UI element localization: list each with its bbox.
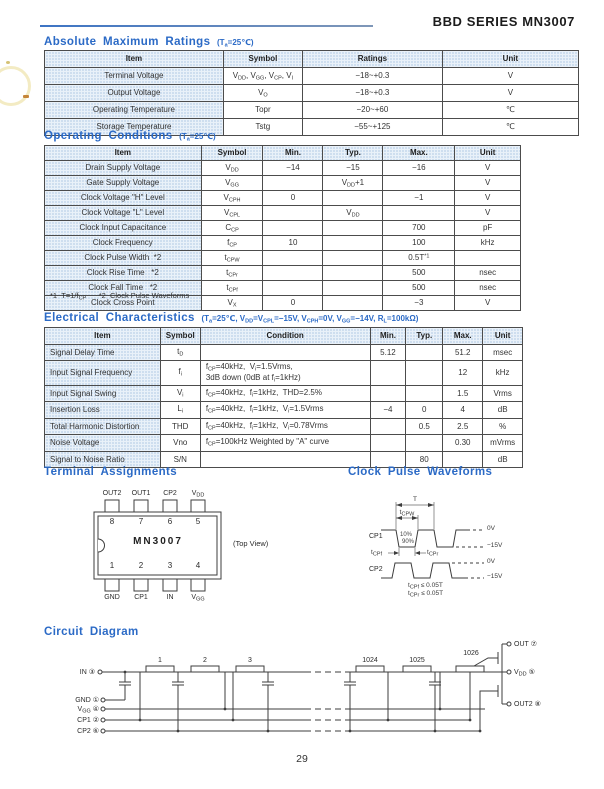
table-cell — [263, 266, 323, 281]
tcpr-label: $t_{CPr}$ — [427, 549, 439, 558]
table-cell: −55~+125 — [302, 119, 442, 136]
pin-number-4: 4 — [195, 561, 201, 570]
table-cell: $f_{CP}=40kHz$, $f_i=1kHz$, $V_i=1.5Vrms$ — [200, 402, 370, 419]
terminal-assignments-diagram — [75, 488, 305, 613]
operating-conditions-footnote: *1 $T=1/f_{CP}$ *2 Clock Pulse Waveforms — [50, 291, 190, 302]
table-cell — [455, 251, 521, 266]
table-cell: pF — [455, 221, 521, 236]
table-cell: −1 — [383, 191, 455, 206]
column-header: Unit — [483, 328, 523, 345]
table-cell: Operating Temperature — [45, 102, 224, 119]
section-title-operating-conditions — [44, 130, 216, 143]
table-cell — [323, 251, 383, 266]
table-cell: Vrms — [483, 385, 523, 402]
dip8-package-drawing — [75, 488, 295, 608]
table-cell: −4 — [370, 402, 406, 419]
table-cell — [383, 176, 455, 191]
table-cell: Clock Frequency — [45, 236, 202, 251]
section-title-text: Electrical Characteristics — [44, 312, 195, 324]
pin-number-3: 3 — [167, 561, 173, 570]
table-row — [45, 251, 521, 266]
table-cell: Signal to Noise Ratio — [45, 451, 161, 468]
table-cell: 10 — [263, 236, 323, 251]
operating-conditions-table — [44, 145, 521, 311]
table-cell: Clock Voltage "H" Level — [45, 191, 202, 206]
table-cell: −18~+0.3 — [302, 68, 442, 85]
table-cell: V — [455, 176, 521, 191]
header-title: BBD SERIES MN3007 — [432, 14, 575, 29]
scan-artifact-dot — [6, 61, 10, 64]
pin-number-5: 5 — [195, 517, 201, 526]
table-cell: Storage Temperature — [45, 119, 224, 136]
terminal-label-cp2: CP2 ⑥ — [77, 728, 99, 735]
table-row — [45, 102, 579, 119]
table-cell — [406, 435, 443, 452]
section-title-text: Operating Conditions — [44, 130, 173, 142]
table-row — [45, 266, 521, 281]
table-cell: 0.5 — [406, 418, 443, 435]
column-header: Max. — [383, 146, 455, 161]
table-cell — [323, 296, 383, 311]
table-cell: −14 — [263, 161, 323, 176]
table-cell: Total Harmonic Distortion — [45, 418, 161, 435]
table-cell: V — [455, 161, 521, 176]
table-cell: Signal Delay Time — [45, 344, 161, 361]
period-label: T — [413, 496, 417, 503]
table-row — [45, 402, 523, 419]
table-cell: Drain Supply Voltage — [45, 161, 202, 176]
table-cell: Clock Cross Point — [45, 296, 202, 311]
table-cell: S/N — [160, 451, 200, 468]
cp1-label: CP1 — [369, 533, 383, 540]
table-cell: V — [455, 191, 521, 206]
table-cell — [323, 221, 383, 236]
page-number: 29 — [296, 753, 308, 765]
tcpr-condition: $t_{CPr} \le 0.05T$ — [408, 590, 444, 599]
table-row — [45, 161, 521, 176]
table-cell: 500 — [383, 266, 455, 281]
table-cell — [406, 361, 443, 386]
table-cell: $V_{CPH}$ — [201, 191, 263, 206]
table-cell: Topr — [223, 102, 302, 119]
section-title-absolute-maximum-ratings — [44, 36, 254, 49]
table-cell: 1.5 — [443, 385, 483, 402]
terminal-label-in: IN ③ — [79, 669, 95, 676]
pin-label-vdd: $V_{DD}$ — [191, 490, 205, 499]
table-header-row — [45, 51, 579, 68]
pin-label-cp2: CP2 — [163, 490, 177, 497]
pct90-label: 90% — [402, 539, 415, 545]
table-row — [45, 236, 521, 251]
table-cell: Input Signal Swing — [45, 385, 161, 402]
table-cell: kHz — [483, 361, 523, 386]
waveform-drawing — [368, 495, 518, 605]
table-cell: $V_{DD}$ — [323, 206, 383, 221]
section-title-text: Absolute Maximum Ratings — [44, 36, 211, 48]
table-cell: 0 — [263, 296, 323, 311]
table-cell — [323, 191, 383, 206]
table-cell: $t_{CPW}$ — [201, 251, 263, 266]
pin-label-out2: OUT2 — [102, 490, 122, 497]
bbd-circuit-drawing — [55, 638, 565, 768]
table-cell: Insertion Loss — [45, 402, 161, 419]
table-cell: $t_D$ — [160, 344, 200, 361]
column-header: Item — [45, 146, 202, 161]
pin-number-7: 7 — [138, 517, 144, 526]
table-row — [45, 206, 521, 221]
table-cell — [323, 266, 383, 281]
table-cell — [263, 281, 323, 296]
table-cell: V — [442, 68, 578, 85]
table-cell: 80 — [406, 451, 443, 468]
table-cell — [263, 251, 323, 266]
table-cell: $f_i$ — [160, 361, 200, 386]
terminal-label-vdd: $V_{DD}$ ⑤ — [514, 669, 535, 678]
table-cell: −15 — [323, 161, 383, 176]
table-cell: 500 — [383, 281, 455, 296]
section-title-text: Clock Pulse Waveforms — [348, 466, 493, 478]
table-cell — [200, 451, 370, 468]
table-cell — [263, 221, 323, 236]
section-title-terminal-assignments — [44, 466, 177, 478]
pin-number-1: 1 — [109, 561, 115, 570]
pin-label-vgg: $V_{GG}$ — [191, 594, 205, 603]
table-cell — [370, 418, 406, 435]
table-cell: $f_{CP}=100kHz$ Weighted by "A" curve — [200, 435, 370, 452]
header-rule — [40, 25, 373, 27]
table-cell: Clock Fall Time *2 — [45, 281, 202, 296]
table-cell: Output Voltage — [45, 85, 224, 102]
table-cell: $V_{GG}$ — [201, 176, 263, 191]
tcpf-condition: $t_{CPf} \le 0.05T$ — [408, 582, 443, 591]
table-cell: msec — [483, 344, 523, 361]
table-cell: ℃ — [442, 102, 578, 119]
table-cell — [323, 281, 383, 296]
pin-label-gnd: GND — [104, 594, 120, 601]
absolute-maximum-ratings-table — [44, 50, 579, 136]
table-row — [45, 68, 579, 85]
stage-label-1026: 1026 — [463, 650, 479, 657]
table-row — [45, 361, 523, 386]
stage-label-3: 3 — [248, 657, 252, 664]
table-cell: Input Signal Frequency — [45, 361, 161, 386]
section-condition: $(T_a=25℃)$ — [179, 132, 216, 143]
table-cell — [263, 206, 323, 221]
clock-pulse-waveform-diagram — [368, 495, 518, 605]
section-title-electrical-characteristics — [44, 312, 418, 325]
column-header: Ratings — [302, 51, 442, 68]
table-cell: 12 — [443, 361, 483, 386]
table-header-row — [45, 328, 523, 345]
terminal-label-cp1: CP1 ② — [77, 717, 99, 724]
chip-name: MN3007 — [133, 536, 183, 547]
table-cell: Vno — [160, 435, 200, 452]
table-cell: $V_i$ — [160, 385, 200, 402]
table-cell: $V_{DD}+1$ — [323, 176, 383, 191]
table-cell — [383, 206, 455, 221]
table-header-row — [45, 146, 521, 161]
table-cell: $V_{CPL}$ — [201, 206, 263, 221]
table-cell: mVrms — [483, 435, 523, 452]
level-m15v-cp2: −15V — [487, 573, 503, 580]
scan-artifact-dash — [23, 95, 29, 98]
table-cell: 0.30 — [443, 435, 483, 452]
table-cell: −18~+0.3 — [302, 85, 442, 102]
tcpf-label: $t_{CPf}$ — [371, 549, 382, 558]
table-cell — [370, 361, 406, 386]
table-row — [45, 344, 523, 361]
column-header: Min. — [370, 328, 406, 345]
table-row — [45, 221, 521, 236]
cp2-label: CP2 — [369, 566, 383, 573]
pin-label-cp1: CP1 — [134, 594, 148, 601]
terminal-label-gnd: GND ① — [75, 697, 99, 704]
table-cell: nsec — [455, 281, 521, 296]
column-header: Symbol — [223, 51, 302, 68]
table-cell: Clock Pulse Width *2 — [45, 251, 202, 266]
table-cell: 2.5 — [443, 418, 483, 435]
table-cell: % — [483, 418, 523, 435]
scan-artifact-ring — [0, 66, 31, 106]
table-cell: 51.2 — [443, 344, 483, 361]
pulse-width-label: $t_{CPW}$ — [399, 509, 415, 518]
level-0v-cp1: 0V — [487, 525, 495, 532]
pin-number-2: 2 — [138, 561, 144, 570]
table-cell: $V_X$ — [201, 296, 263, 311]
table-cell — [406, 385, 443, 402]
column-header: Symbol — [160, 328, 200, 345]
table-cell: 0 — [263, 191, 323, 206]
table-cell: V — [442, 85, 578, 102]
terminal-label-vgg: $V_{GG}$ ④ — [77, 706, 99, 715]
table-cell: 0 — [406, 402, 443, 419]
circuit-diagram — [55, 638, 565, 768]
table-row — [45, 85, 579, 102]
table-cell: 4 — [443, 402, 483, 419]
stage-label-1: 1 — [158, 657, 162, 664]
level-m15v-cp1: −15V — [487, 542, 503, 549]
terminal-label-out2: OUT2 ⑧ — [514, 701, 541, 708]
table-cell: Clock Input Capacitance — [45, 221, 202, 236]
column-header: Symbol — [201, 146, 263, 161]
table-row — [45, 191, 521, 206]
stage-label-1025: 1025 — [409, 657, 425, 664]
column-header: Typ. — [406, 328, 443, 345]
table-cell: $t_{CPf}$ — [201, 281, 263, 296]
table-cell: dB — [483, 402, 523, 419]
table-row — [45, 385, 523, 402]
table-cell — [200, 344, 370, 361]
table-cell — [406, 344, 443, 361]
table-cell: $C_{CP}$ — [201, 221, 263, 236]
stage-label-2: 2 — [203, 657, 207, 664]
table-cell: THD — [160, 418, 200, 435]
table-cell: $V_{DD}$ — [201, 161, 263, 176]
table-cell: Clock Voltage "L" Level — [45, 206, 202, 221]
column-header: Min. — [263, 146, 323, 161]
table-row — [45, 435, 523, 452]
column-header: Item — [45, 328, 161, 345]
section-condition: ($T_a=25℃$, $V_{DD}=V_{CPL}=-15V$, $V_{CPH}=0V$, $V_{GG}=-14V$, $R_L=100k\Omega$) — [201, 314, 419, 325]
table-cell: $0.5T^{*1}$ — [383, 251, 455, 266]
table-cell: Clock Rise Time *2 — [45, 266, 202, 281]
table-cell: V — [455, 296, 521, 311]
table-cell: $L_i$ — [160, 402, 200, 419]
pin-number-8: 8 — [109, 517, 115, 526]
table-row — [45, 176, 521, 191]
table-cell: Noise Voltage — [45, 435, 161, 452]
table-cell: −20~+60 — [302, 102, 442, 119]
table-cell: 700 — [383, 221, 455, 236]
section-title-clock-pulse-waveforms — [348, 466, 492, 478]
table-cell: $f_{CP}=40kHz$, $f_i=1kHz$, $V_i=0.78Vrms$ — [200, 418, 370, 435]
pin-label-out1: OUT1 — [131, 490, 151, 497]
terminal-label-out: OUT ⑦ — [514, 641, 537, 648]
column-header: Condition — [200, 328, 370, 345]
table-cell: 5.12 — [370, 344, 406, 361]
table-cell: $V_{DD}$, $V_{GG}$, $V_{CP}$, $V_I$ — [223, 68, 302, 85]
table-cell: V — [455, 206, 521, 221]
pin-label-in: IN — [166, 594, 174, 601]
pct10-label: 10% — [400, 532, 413, 538]
table-cell: 100 — [383, 236, 455, 251]
level-0v-cp2: 0V — [487, 558, 495, 565]
table-cell: $V_O$ — [223, 85, 302, 102]
table-cell — [263, 176, 323, 191]
table-cell — [370, 385, 406, 402]
table-cell: ℃ — [442, 119, 578, 136]
table-cell: $f_{CP}$ — [201, 236, 263, 251]
section-title-circuit-diagram — [44, 626, 139, 638]
table-cell: kHz — [455, 236, 521, 251]
electrical-characteristics-table — [44, 327, 523, 468]
table-cell: $f_{CP}=40kHz$, $f_i=1kHz$, THD=2.5% — [200, 385, 370, 402]
table-cell: dB — [483, 451, 523, 468]
stage-label-1024: 1024 — [362, 657, 378, 664]
pin-number-6: 6 — [167, 517, 173, 526]
table-cell — [370, 435, 406, 452]
table-cell: Terminal Voltage — [45, 68, 224, 85]
table-cell: Gate Supply Voltage — [45, 176, 202, 191]
column-header: Unit — [455, 146, 521, 161]
column-header: Max. — [443, 328, 483, 345]
table-cell — [323, 236, 383, 251]
table-cell: $f_{CP}=40kHz$, $V_i=1.5Vrms$, 3dB down (0dB at $f_i=1kHz$) — [200, 361, 370, 386]
column-header: Item — [45, 51, 224, 68]
section-condition: $(T_a=25℃)$ — [217, 38, 254, 49]
table-cell: nsec — [455, 266, 521, 281]
column-header: Typ. — [323, 146, 383, 161]
table-cell: Tstg — [223, 119, 302, 136]
top-view-note: (Top View) — [233, 539, 269, 548]
table-cell: −3 — [383, 296, 455, 311]
section-title-text: Terminal Assignments — [44, 466, 178, 478]
section-title-text: Circuit Diagram — [44, 626, 139, 638]
table-row — [45, 418, 523, 435]
table-cell: $t_{CPr}$ — [201, 266, 263, 281]
table-cell: −16 — [383, 161, 455, 176]
column-header: Unit — [442, 51, 578, 68]
